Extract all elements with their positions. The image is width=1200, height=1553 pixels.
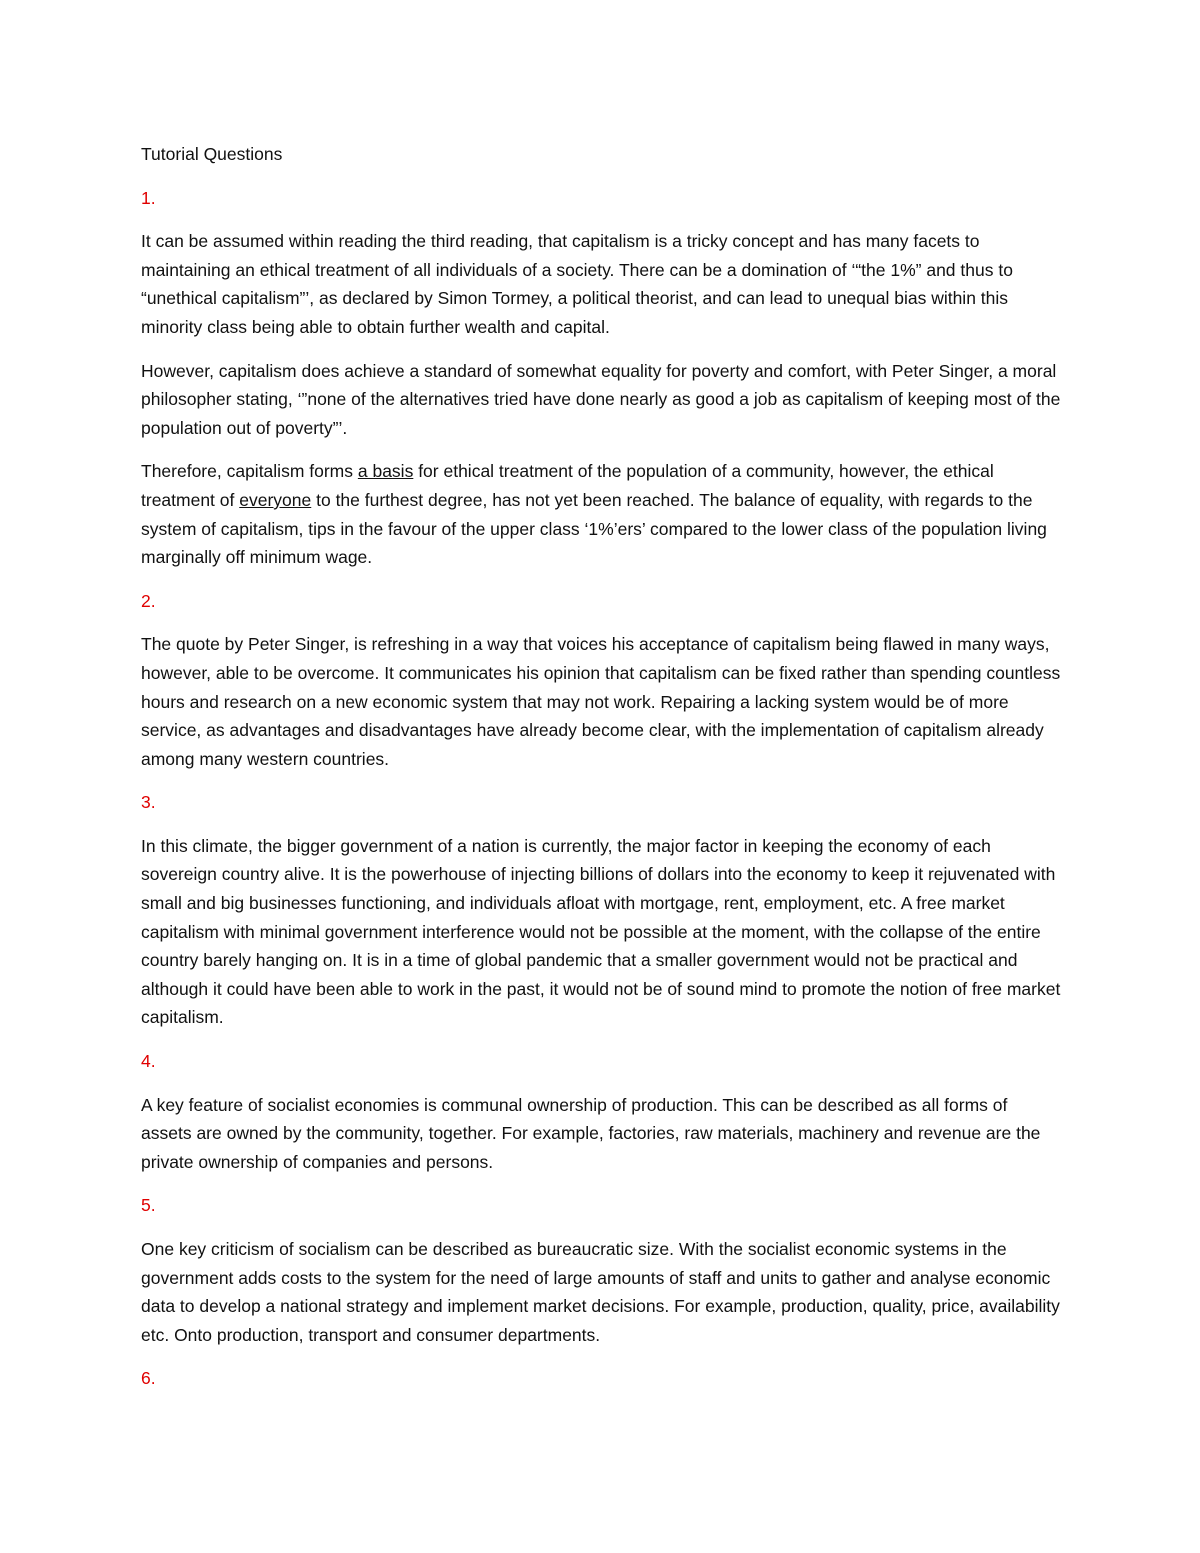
answer-1-paragraph-1: It can be assumed within reading the third reading, that capitalism is a tricky concept and has many facets to maintaining an ethical treatment of all individuals of a society. There can be a domination of ‘“the 1%” and thus to “unethical capitalism”’, as declared by Simon Tormey, a political theorist, and can lead to unequal bias within this minority class being able to obtain further wealth and capital. bbox=[141, 231, 1013, 337]
answer-1-paragraph-3-part-b: for ethical treatment of the population of a community, however, the ethical treatment of bbox=[141, 461, 994, 510]
question-number-3: 3. bbox=[141, 792, 156, 813]
answer-1-paragraph-3-part-c: to the furthest degree, has not yet been reached. The balance of equality, with regards to the system of capitalism, tips in the favour of the upper class ‘1%’ers’ compared to the lower class of the population living marginally off minimum wage. bbox=[141, 489, 1047, 568]
answer-1-paragraph-3-part-a: Therefore, capitalism forms bbox=[141, 461, 358, 482]
answer-4-paragraph: A key feature of socialist economies is communal ownership of production. This can be described as all forms of assets are owned by the community, together. For example, factories, raw materials, machinery and revenue are the private ownership of companies and persons. bbox=[141, 1094, 1041, 1172]
question-number-2: 2. bbox=[141, 590, 156, 611]
question-number-4: 4. bbox=[141, 1051, 156, 1072]
document-page bbox=[141, 140, 1061, 1408]
underlined-word-everyone: everyone bbox=[239, 489, 312, 510]
answer-2-paragraph: The quote by Peter Singer, is refreshing in a way that voices his acceptance of capitalism being flawed in many ways, however, able to be overcome. It communicates his opinion that capitalism can be fixed rather than spending countless hours and research on a new economic system that may not work. Repairing a lacking system would be of more service, as advantages and disadvantages have already become clear, with the implementation of capitalism already among many western countries. bbox=[141, 634, 1061, 769]
underlined-phrase-a-basis: a basis bbox=[357, 461, 414, 482]
question-number-5: 5. bbox=[141, 1195, 156, 1216]
document-title: Tutorial Questions bbox=[141, 144, 283, 164]
answer-5-paragraph: One key criticism of socialism can be described as bureaucratic size. With the socialist economic systems in the government adds costs to the system for the need of large amounts of staff and units to gather and analyse economic data to develop a national strategy and implement market decisions. For example, production, quality, price, availability etc. Onto production, transport and consumer departments. bbox=[141, 1239, 1060, 1345]
question-number-1: 1. bbox=[141, 187, 156, 208]
question-number-6: 6. bbox=[141, 1368, 156, 1389]
answer-1-paragraph-3 bbox=[141, 457, 1061, 571]
answer-1-paragraph-2: However, capitalism does achieve a standard of somewhat equality for poverty and comfort, with Peter Singer, a moral philosopher stating, ‘”none of the alternatives tried have done nearly as good a job as capitalism of keeping most of the population out of poverty”’. bbox=[141, 360, 1061, 438]
answer-3-paragraph: In this climate, the bigger government of a nation is currently, the major factor in keeping the economy of each sovereign country alive. It is the powerhouse of injecting billions of dollars into the economy to keep it rejuvenated with small and big businesses functioning, and individuals afloat with mortgage, rent, employment, etc. A free market capitalism with minimal government interference would not be possible at the moment, with the collapse of the entire country barely hanging on. It is in a time of global pandemic that a smaller government would not be practical and although it could have been able to work in the past, it would not be of sound mind to promote the notion of free market capitalism. bbox=[141, 835, 1061, 1028]
